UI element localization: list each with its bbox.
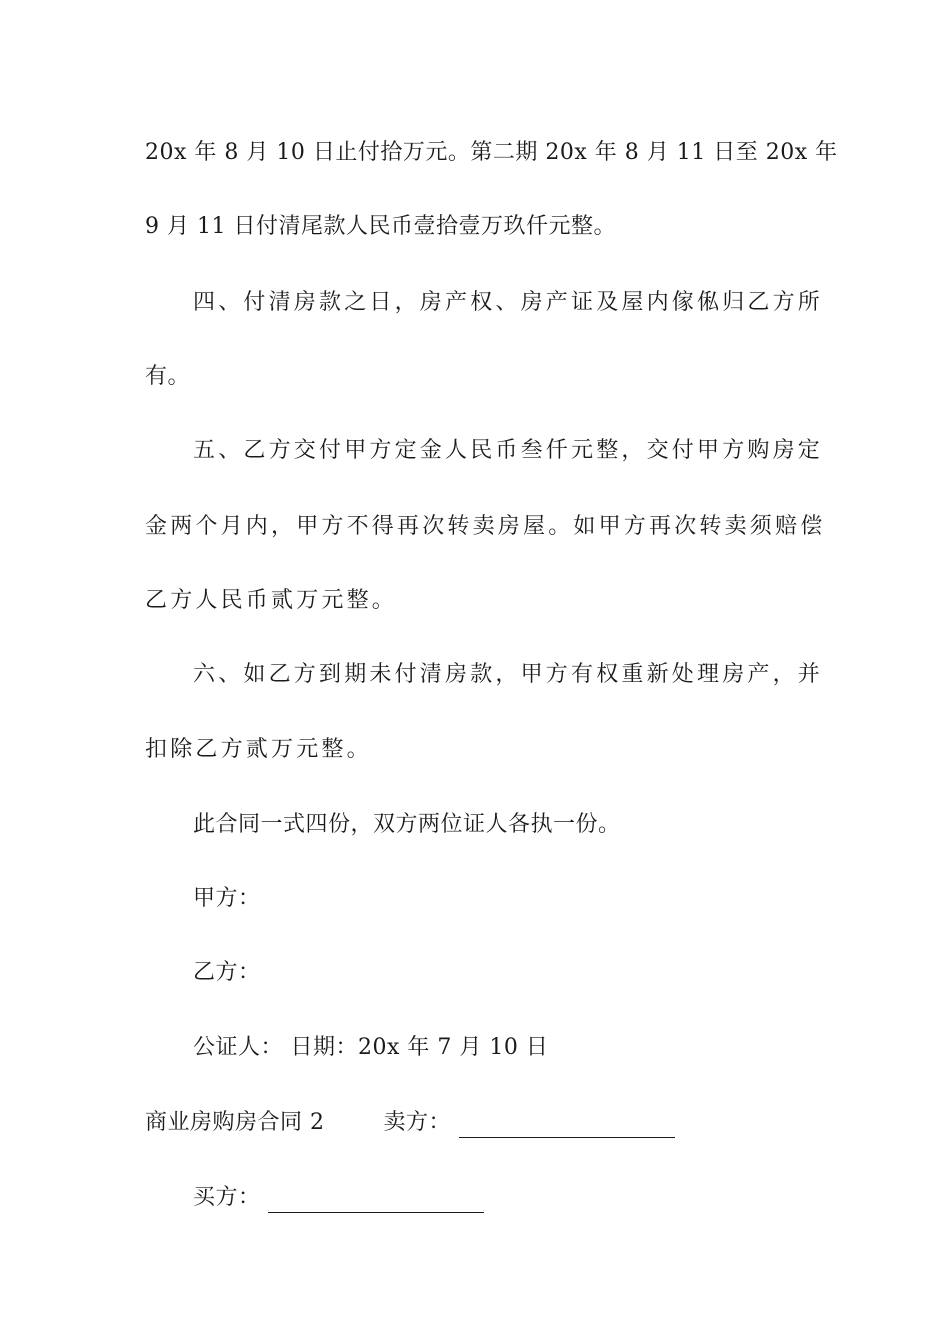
- clause6-line1: 六、如乙方到期未付清房款，甲方有权重新处理房产，并: [193, 662, 824, 687]
- copies-statement: 此合同一式四份，双方两位证人各执一份。: [193, 812, 621, 837]
- contract2-header-line: [145, 1108, 815, 1138]
- clause3-line1: 20x 年 8 月 10 日止付拾万元。第二期 20x 年 8 月 11 日至 20x 年: [145, 140, 838, 165]
- clause4-line2: 有。: [145, 364, 191, 389]
- seller-blank: [459, 1115, 675, 1138]
- seller-label: 卖方：: [383, 1110, 452, 1135]
- clause3-line2: 9 月 11 日付清尾款人民币壹拾壹万玖仟元整。: [145, 214, 616, 239]
- contract2-title: 商业房购房合同 2: [145, 1110, 325, 1135]
- notary-date-line: 公证人： 日期：20x 年 7 月 10 日: [193, 1035, 549, 1060]
- buyer-line: [193, 1183, 863, 1213]
- clause6-line2: 扣除乙方贰万元整。: [145, 737, 372, 762]
- clause5-line1: 五、乙方交付甲方定金人民币叁仟元整，交付甲方购房定: [193, 438, 824, 463]
- clause4-line1: 四、付清房款之日，房产权、房产证及屋内傢俬归乙方所: [193, 290, 824, 315]
- buyer-blank: [268, 1190, 484, 1213]
- party-a-signature: 甲方：: [193, 886, 261, 911]
- clause5-line2: 金两个月内，甲方不得再次转卖房屋。如甲方再次转卖须赔偿: [145, 514, 826, 539]
- party-b-signature: 乙方：: [193, 960, 261, 985]
- clause5-line3: 乙方人民币贰万元整。: [145, 588, 398, 613]
- buyer-label: 买方：: [193, 1185, 261, 1210]
